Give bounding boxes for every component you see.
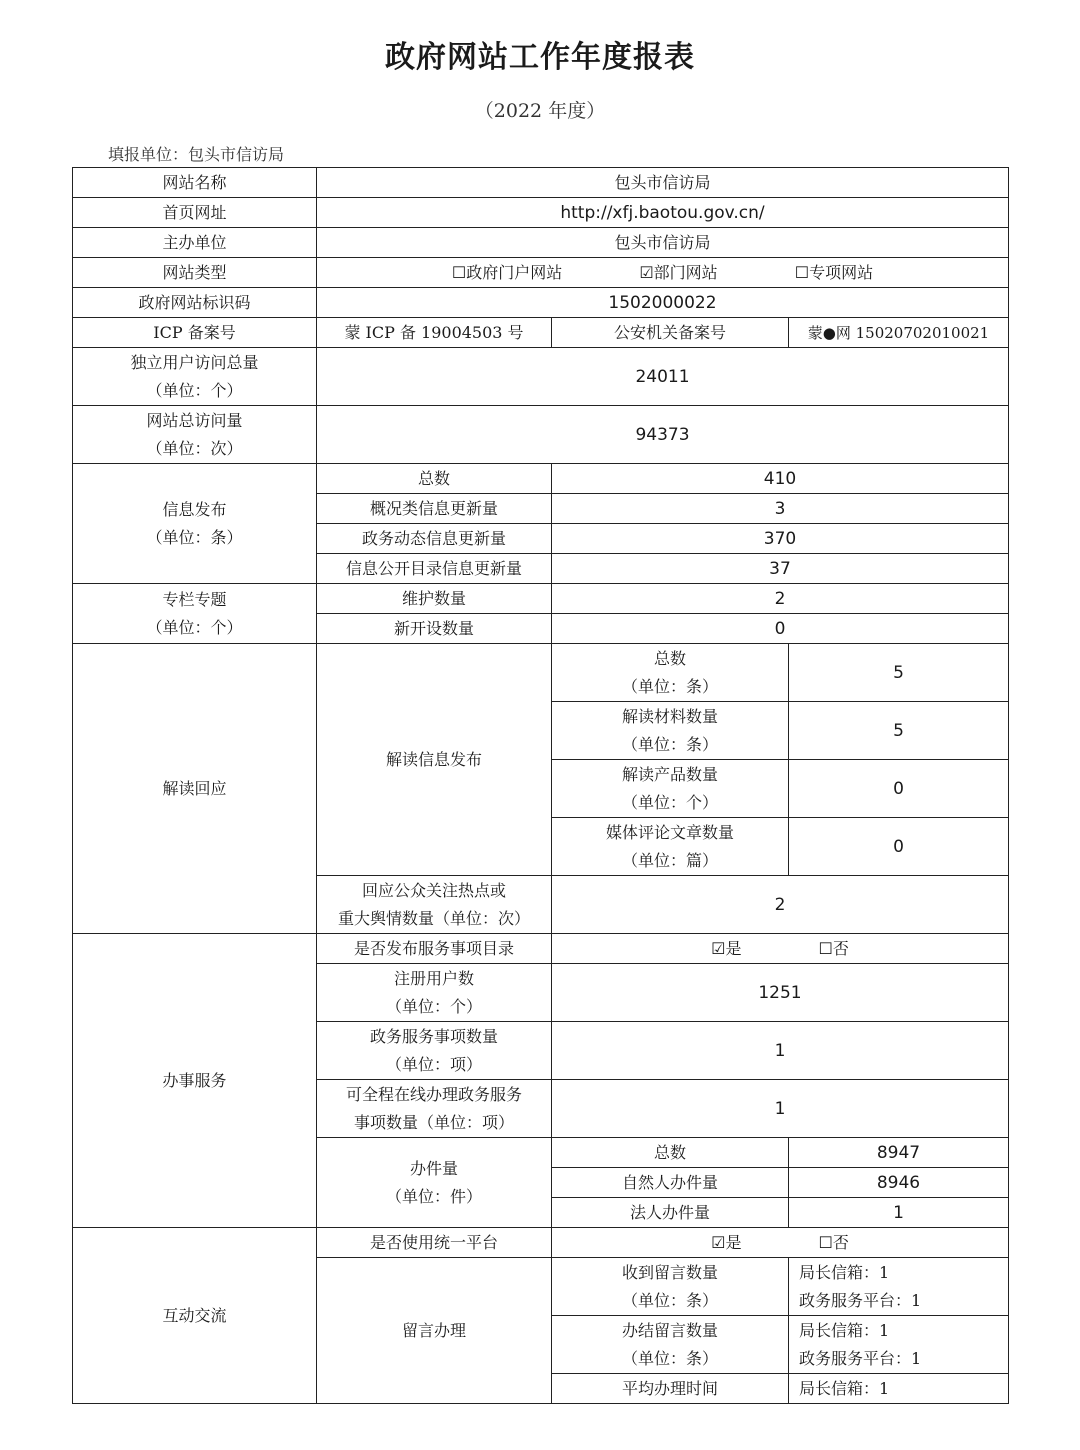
interpret-row-label-cell — [552, 818, 789, 876]
cases-row-label: 法人办件量 — [552, 1198, 789, 1228]
column-row-label: 维护数量 — [317, 584, 552, 614]
interpret-row-unit: （单位：个） — [621, 792, 718, 812]
report-table — [72, 167, 1009, 1404]
table-row — [73, 258, 1009, 288]
uv-value: 24011 — [317, 348, 1009, 406]
info-row-label: 信息公开目录信息更新量 — [317, 554, 552, 584]
interpret-row-label: 解读产品数量 — [621, 764, 718, 784]
police-value: 蒙●网 15020702010021 — [789, 318, 1009, 348]
site-name-value: 包头市信访局 — [317, 168, 1009, 198]
table-row — [73, 228, 1009, 258]
pv-value: 94373 — [317, 406, 1009, 464]
info-row-value: 410 — [552, 464, 1009, 494]
table-row — [73, 644, 1009, 702]
table-row — [73, 198, 1009, 228]
info-row-label: 总数 — [317, 464, 552, 494]
received-label: 收到留言数量 — [621, 1262, 718, 1282]
respond-value: 2 — [552, 876, 1009, 934]
cases-row-value: 8946 — [789, 1168, 1009, 1198]
uv-unit: （单位：个） — [146, 380, 243, 400]
users-label: 注册用户数 — [393, 968, 474, 988]
items-label: 政务服务事项数量 — [369, 1026, 498, 1046]
cases-row-label: 总数 — [552, 1138, 789, 1168]
items-value: 1 — [552, 1022, 1009, 1080]
info-label-cell — [73, 464, 317, 584]
interpret-row-label-cell — [552, 644, 789, 702]
respond-label-cell — [317, 876, 552, 934]
interpret-row-label-cell — [552, 702, 789, 760]
interpret-row-unit: （单位：篇） — [621, 850, 718, 870]
info-row-value: 37 — [552, 554, 1009, 584]
sponsor-label: 主办单位 — [73, 228, 317, 258]
catalog-label: 是否发布服务事项目录 — [317, 934, 552, 964]
uv-label: 独立用户访问总量 — [130, 352, 259, 372]
police-label: 公安机关备案号 — [552, 318, 789, 348]
reporting-unit: 填报单位：包头市信访局 — [108, 145, 285, 164]
online-value: 1 — [552, 1080, 1009, 1138]
table-row — [73, 464, 1009, 494]
cases-row-value: 8947 — [789, 1138, 1009, 1168]
column-unit: （单位：个） — [146, 617, 243, 637]
info-row-value: 3 — [552, 494, 1009, 524]
received-value-cell — [789, 1258, 1009, 1316]
column-row-value: 0 — [552, 614, 1009, 644]
uv-label-cell — [73, 348, 317, 406]
id-code-value: 1502000022 — [317, 288, 1009, 318]
interpret-row-value: 0 — [789, 760, 1009, 818]
respond-label-line1: 回应公众关注热点或 — [361, 880, 506, 900]
received-value-platform: 政务服务平台：1 — [799, 1290, 922, 1310]
site-name-label: 网站名称 — [73, 168, 317, 198]
info-unit: （单位：条） — [146, 527, 243, 547]
platform-label: 是否使用统一平台 — [317, 1228, 552, 1258]
table-row — [73, 934, 1009, 964]
users-value: 1251 — [552, 964, 1009, 1022]
pv-label: 网站总访问量 — [146, 410, 243, 430]
icp-label: ICP 备案号 — [73, 318, 317, 348]
id-code-label: 政府网站标识码 — [73, 288, 317, 318]
received-label-cell — [552, 1258, 789, 1316]
respond-label-line2: 重大舆情数量（单位：次） — [337, 908, 530, 928]
table-row — [73, 584, 1009, 614]
online-label-cell — [317, 1080, 552, 1138]
done-value-cell — [789, 1316, 1009, 1374]
pv-label-cell — [73, 406, 317, 464]
done-value-platform: 政务服务平台：1 — [799, 1348, 922, 1368]
avg-value: 局长信箱：1 — [789, 1374, 1009, 1404]
interpret-row-label: 解读材料数量 — [621, 706, 718, 726]
done-label-cell — [552, 1316, 789, 1374]
report-year: （2022 年度） — [474, 100, 606, 122]
info-row-label: 概况类信息更新量 — [317, 494, 552, 524]
column-label-cell — [73, 584, 317, 644]
site-type-label: 网站类型 — [73, 258, 317, 288]
avg-label: 平均办理时间 — [552, 1374, 789, 1404]
users-unit: （单位：个） — [385, 996, 482, 1016]
done-label: 办结留言数量 — [621, 1320, 718, 1340]
report-title: 政府网站工作年度报表 — [385, 40, 695, 75]
done-unit: （单位：条） — [621, 1348, 718, 1368]
cases-label-cell — [317, 1138, 552, 1228]
msg-label: 留言办理 — [317, 1258, 552, 1404]
interpret-row-label-cell — [552, 760, 789, 818]
interpret-row-value: 5 — [789, 702, 1009, 760]
done-value-mailbox: 局长信箱：1 — [799, 1320, 890, 1340]
type-option-department[interactable]: ☑部门网站 — [639, 262, 718, 282]
column-label: 专栏专题 — [162, 589, 227, 609]
users-label-cell — [317, 964, 552, 1022]
interpret-row-value: 0 — [789, 818, 1009, 876]
interpret-row-label: 总数 — [653, 648, 686, 668]
items-label-cell — [317, 1022, 552, 1080]
interpret-row-unit: （单位：条） — [621, 734, 718, 754]
online-label-line2: 事项数量（单位：项） — [353, 1112, 514, 1132]
table-row — [73, 318, 1009, 348]
catalog-yes-checkbox[interactable]: ☑是 — [711, 938, 742, 958]
interpret-sub-label: 解读信息发布 — [317, 644, 552, 876]
received-unit: （单位：条） — [621, 1290, 718, 1310]
platform-options — [552, 1228, 1009, 1258]
catalog-no-checkbox[interactable]: ☐否 — [818, 938, 849, 958]
received-value-mailbox: 局长信箱：1 — [799, 1262, 890, 1282]
interact-label: 互动交流 — [73, 1228, 317, 1404]
table-row — [73, 348, 1009, 406]
online-label-line1: 可全程在线办理政务服务 — [345, 1084, 522, 1104]
icp-value: 蒙 ICP 备 19004503 号 — [317, 318, 552, 348]
info-row-label: 政务动态信息更新量 — [317, 524, 552, 554]
site-type-options — [317, 258, 1009, 288]
catalog-options — [552, 934, 1009, 964]
table-row — [73, 168, 1009, 198]
homepage-value: http://xfj.baotou.gov.cn/ — [317, 198, 1009, 228]
interpret-row-value: 5 — [789, 644, 1009, 702]
info-row-value: 370 — [552, 524, 1009, 554]
platform-no-checkbox[interactable]: ☐否 — [818, 1232, 849, 1252]
interpret-row-unit: （单位：条） — [621, 676, 718, 696]
interpret-label: 解读回应 — [73, 644, 317, 934]
homepage-label: 首页网址 — [73, 198, 317, 228]
cases-label: 办件量 — [409, 1158, 458, 1178]
service-label: 办事服务 — [73, 934, 317, 1228]
interpret-row-label: 媒体评论文章数量 — [605, 822, 734, 842]
type-option-special[interactable]: ☐专项网站 — [794, 262, 874, 282]
cases-unit: （单位：件） — [385, 1186, 482, 1206]
column-row-value: 2 — [552, 584, 1009, 614]
items-unit: （单位：项） — [385, 1054, 482, 1074]
info-label: 信息发布 — [162, 499, 227, 519]
cases-row-label: 自然人办件量 — [552, 1168, 789, 1198]
table-row — [73, 406, 1009, 464]
table-row — [73, 1228, 1009, 1258]
table-row — [73, 288, 1009, 318]
column-row-label: 新开设数量 — [317, 614, 552, 644]
type-option-portal[interactable]: ☐政府门户网站 — [451, 262, 563, 282]
pv-unit: （单位：次） — [146, 438, 243, 458]
sponsor-value: 包头市信访局 — [317, 228, 1009, 258]
cases-row-value: 1 — [789, 1198, 1009, 1228]
platform-yes-checkbox[interactable]: ☑是 — [711, 1232, 742, 1252]
